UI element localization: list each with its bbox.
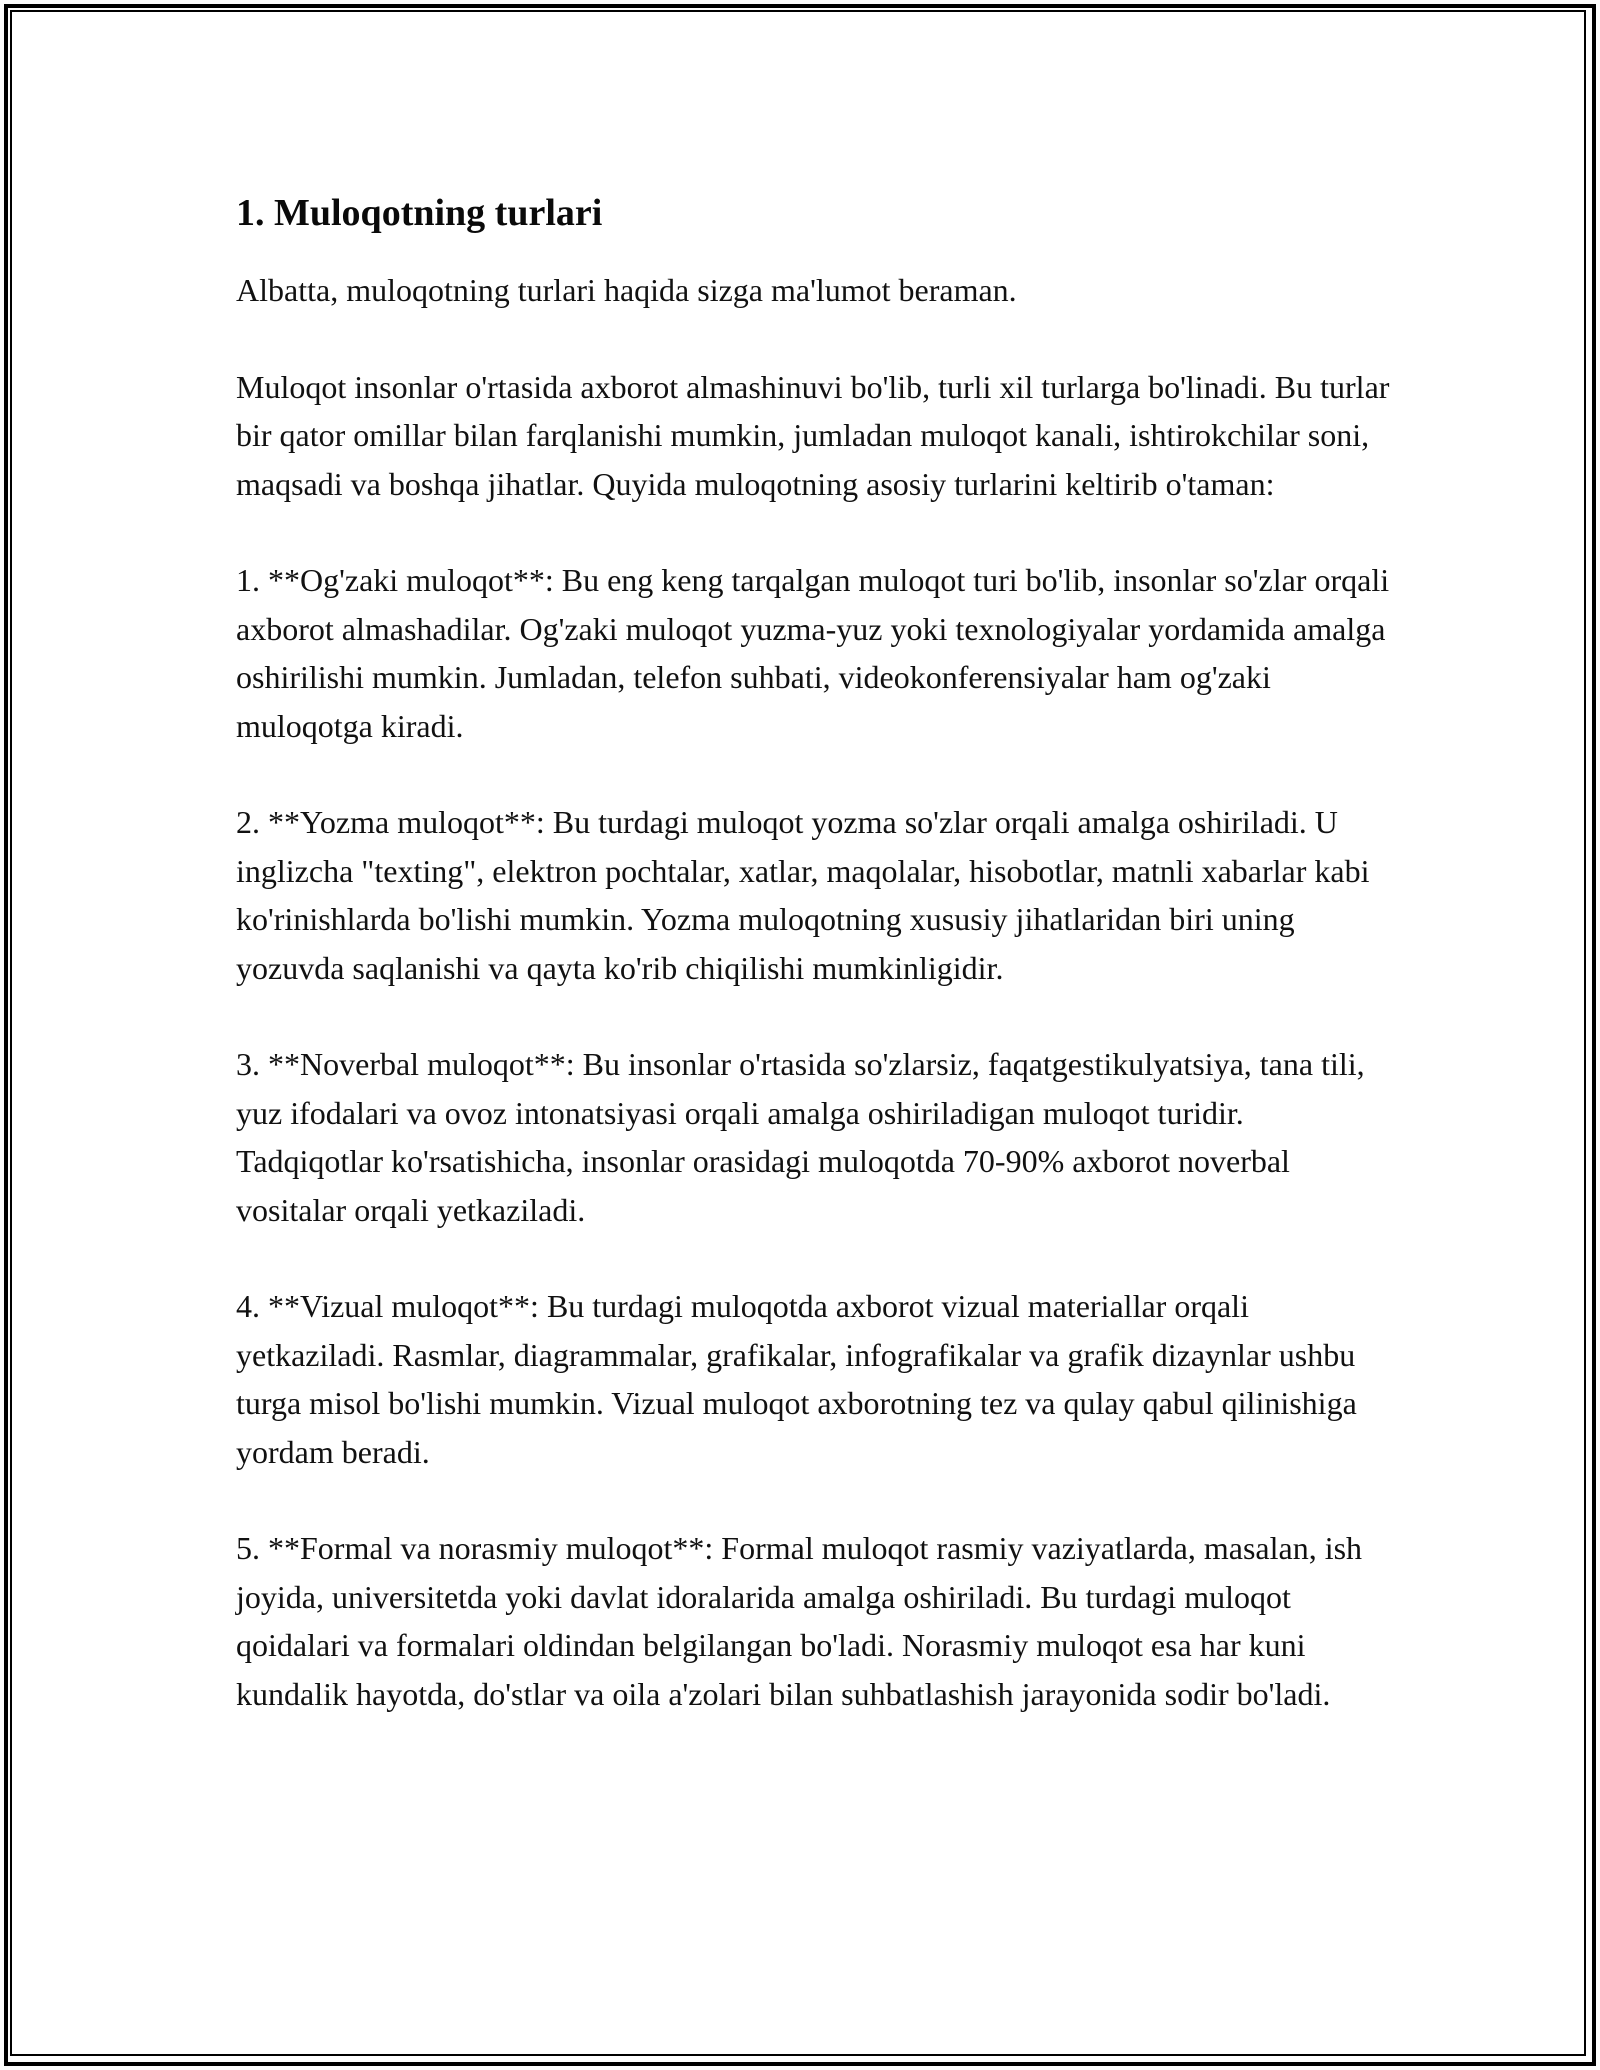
intro-paragraph: Albatta, muloqotning turlari haqida sizga ma'lumot beraman.	[236, 272, 1017, 308]
document-title: 1. Muloqotning turlari	[236, 192, 603, 234]
list-item-nonverbal: 3. **Noverbal muloqot**: Bu insonlar o'rtasida so'zlarsiz, faqatgestikulyatsiya, tana tili, yuz ifodalari va ovoz intonatsiyasi orqali amalga oshiriladigan muloqot turidir. Tadqiqotlar ko'rsatishicha, insonlar orasidagi muloqotda 70-90% axborot noverbal vositalar orqali yetkaziladi.	[236, 1046, 1365, 1228]
list-item-visual: 4. **Vizual muloqot**: Bu turdagi muloqotda axborot vizual materiallar orqali yetkaziladi. Rasmlar, diagrammalar, grafikalar, infografikalar va grafik dizaynlar ushbu turga misol bo'lishi mumkin. Vizual muloqot axborotning tez va qulay qabul qilinishiga yordam beradi.	[236, 1288, 1357, 1470]
list-item-formal-informal: 5. **Formal va norasmiy muloqot**: Formal muloqot rasmiy vaziyatlarda, masalan, ish joyida, universitetda yoki davlat idoralarida amalga oshiriladi. Bu turdagi muloqot qoidalari va formalari oldindan belgilangan bo'ladi. Norasmiy muloqot esa har kuni kundalik hayotda, do'stlar va oila a'zolari bilan suhbatlashish jarayonida sodir bo'ladi.	[236, 1530, 1363, 1712]
list-item-written: 2. **Yozma muloqot**: Bu turdagi muloqot yozma so'zlar orqali amalga oshiriladi. U inglizcha "texting", elektron pochtalar, xatlar, maqolalar, hisobotlar, matnli xabarlar kabi ko'rinishlarda bo'lishi mumkin. Yozma muloqotning xususiy jihatlaridan biri uning yozuvda saqlanishi va qayta ko'rib chiqilishi mumkinligidir.	[236, 804, 1370, 986]
document-body	[236, 188, 1396, 1766]
list-item-oral: 1. **Og'zaki muloqot**: Bu eng keng tarqalgan muloqot turi bo'lib, insonlar so'zlar orqali axborot almashadilar. Og'zaki muloqot yuzma-yuz yoki texnologiyalar yordamida amalga oshirilishi mumkin. Jumladan, telefon suhbati, videokonferensiyalar ham og'zaki muloqotga kiradi.	[236, 562, 1390, 744]
overview-paragraph: Muloqot insonlar o'rtasida axborot almashinuvi bo'lib, turli xil turlarga bo'linadi. Bu turlar bir qator omillar bilan farqlanishi mumkin, jumladan muloqot kanali, ishtirokchilar soni, maqsadi va boshqa jihatlar. Quyida muloqotning asosiy turlarini keltirib o'taman:	[236, 368, 1390, 502]
